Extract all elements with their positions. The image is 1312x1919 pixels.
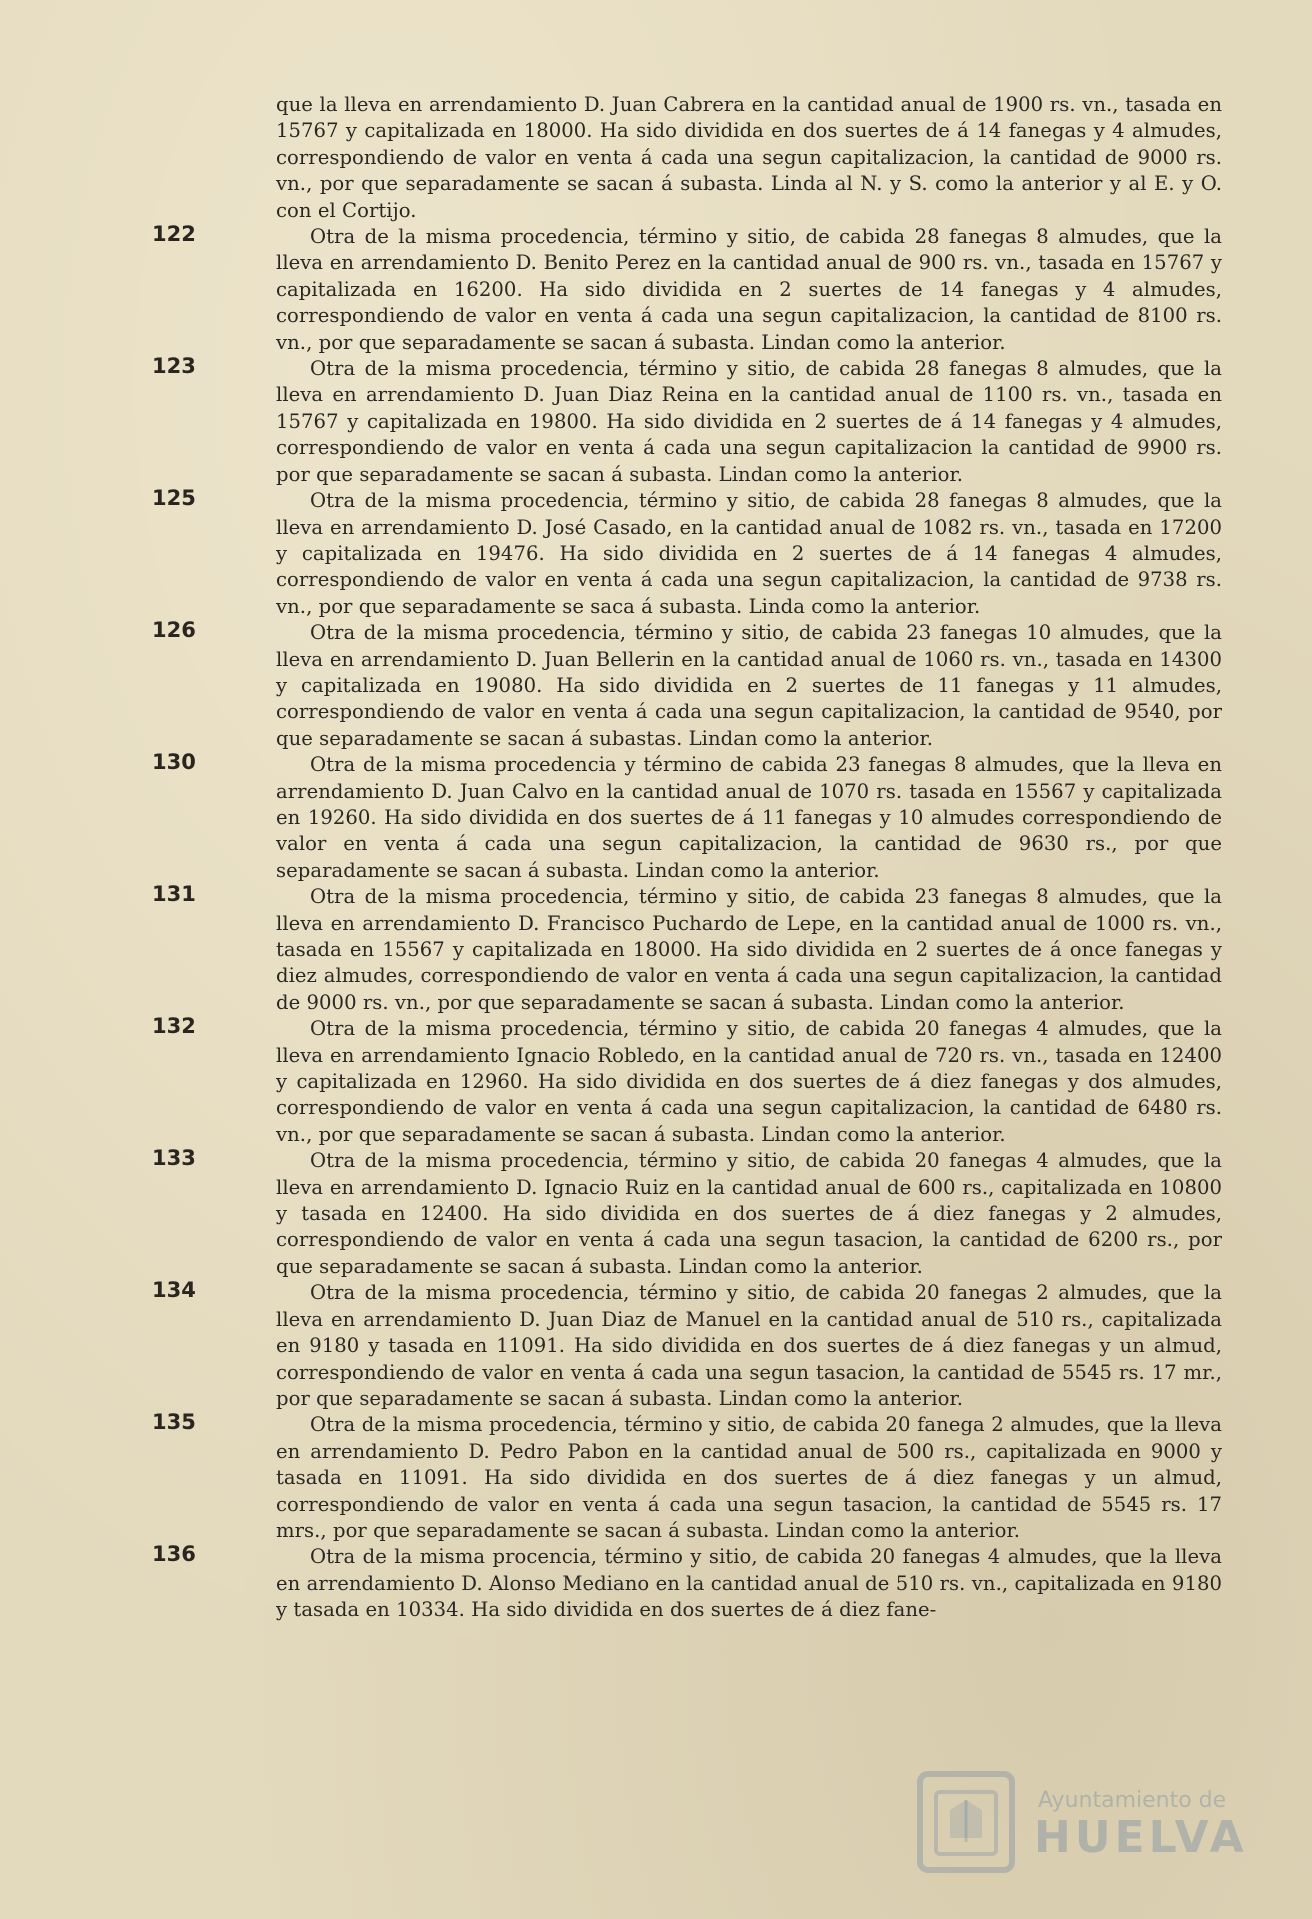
entry-number: 123	[152, 354, 196, 379]
entry-number: 125	[152, 486, 196, 511]
entry-126	[152, 618, 1222, 752]
entry-text: que la lleva en arrendamiento D. Juan Cabrera en la cantidad anual de 1900 rs. vn., tasada en 15767 y capitalizada en 18000. Ha sido dividida en dos suertes de á 14 fanegas y 4 almudes, correspondiendo de valor en venta á cada una segun capitalizacion, la cantidad de 9000 rs. vn., por que separadamente se sacan á subasta. Linda al N. y S. como la anterior y al E. y O. con el Cortijo.	[276, 93, 1222, 222]
entry-text: Otra de la misma procedencia, término y sitio, de cabida 20 fanegas 4 almudes, que la lleva en arrendamiento Ignacio Robledo, en la cantidad anual de 720 rs. vn., tasada en 12400 y capitalizada en 12960. Ha sido dividida en dos suertes de á diez fanegas y dos almudes, correspondiendo de valor en venta á cada una segun capitalizacion, la cantidad de 6480 rs. vn., por que separadamente se sacan á subasta. Lindan como la anterior.	[276, 1017, 1222, 1146]
watermark-stamp	[906, 1760, 1248, 1880]
entry-number: 133	[152, 1146, 196, 1171]
entry-125	[152, 486, 1222, 620]
entry-text: Otra de la misma procedencia, término y sitio, de cabida 20 fanega 2 almudes, que la lleva en arrendamiento D. Pedro Pabon en la cantidad anual de 500 rs., capitalizada en 9000 y tasada en 11091. Ha sido dividida en dos suertes de á diez fanegas y un almud, correspondiendo de valor en venta á cada una segun tasacion, la cantidad de 5545 rs. 17 mrs., por que separadamente se sacan á subasta. Lindan como la anterior.	[276, 1413, 1222, 1542]
entry-122	[152, 222, 1222, 356]
entry-text: Otra de la misma procedencia, término y sitio, de cabida 28 fanegas 8 almudes, que la lleva en arrendamiento D. Juan Diaz Reina en la cantidad anual de 1100 rs. vn., tasada en 15767 y capitalizada en 19800. Ha sido dividida en 2 suertes de á 14 fanegas y 4 almudes, correspondiendo de valor en venta á cada una segun capitalizacion la cantidad de 9900 rs. por que separadamente se sacan á subasta. Lindan como la anterior.	[276, 357, 1222, 486]
entry-continuation	[276, 92, 1222, 224]
entry-number: 122	[152, 222, 196, 247]
entry-number: 136	[152, 1542, 196, 1567]
entry-123	[152, 354, 1222, 488]
entry-131	[152, 882, 1222, 1016]
watermark-line-1: Ayuntamiento de	[1038, 1788, 1227, 1813]
entry-text: Otra de la misma procedencia, término y sitio, de cabida 20 fanegas 4 almudes, que la lleva en arrendamiento D. Ignacio Ruiz en la cantidad anual de 600 rs., capitalizada en 10800 y tasada en 12400. Ha sido dividida en dos suertes de á diez fanegas y 2 almudes, correspondiendo de valor en venta á cada una segun tasacion, la cantidad de 6200 rs., por que separadamente se sacan á subasta. Lindan como la anterior.	[276, 1149, 1222, 1278]
entry-number: 132	[152, 1014, 196, 1039]
entry-text: Otra de la misma procedencia, término y sitio, de cabida 28 fanegas 8 almudes, que la lleva en arrendamiento D. Benito Perez en la cantidad anual de 900 rs. vn., tasada en 15767 y capitalizada en 16200. Ha sido dividida en 2 suertes de 14 fanegas y 4 almudes, correspondiendo de valor en venta á cada una segun capitalizacion, la cantidad de 8100 rs. vn., por que separadamente se sacan á subasta. Lindan como la anterior.	[276, 225, 1222, 354]
entry-number: 130	[152, 750, 196, 775]
entry-132	[152, 1014, 1222, 1148]
entry-134	[152, 1278, 1222, 1412]
entry-number: 134	[152, 1278, 196, 1303]
city-shield-icon	[906, 1760, 1026, 1880]
entry-text: Otra de la misma procencia, término y sitio, de cabida 20 fanegas 4 almudes, que la lleva en arrendamiento D. Alonso Mediano en la cantidad anual de 510 rs. vn., capitalizada en 9180 y tasada en 10334. Ha sido dividida en dos suertes de á diez fane-	[276, 1545, 1222, 1622]
entry-text: Otra de la misma procedencia, término y sitio, de cabida 20 fanegas 2 almudes, que la lleva en arrendamiento D. Juan Diaz de Manuel en la cantidad anual de 510 rs., capitalizada en 9180 y tasada en 11091. Ha sido dividida en dos suertes de á diez fanegas y un almud, correspondiendo de valor en venta á cada una segun tasacion, la cantidad de 5545 rs. 17 mr., por que separadamente se sacan á subasta. Lindan como la anterior.	[276, 1281, 1222, 1410]
entry-130	[152, 750, 1222, 884]
entry-number: 126	[152, 618, 196, 643]
entry-133	[152, 1146, 1222, 1280]
entry-136	[152, 1542, 1222, 1623]
entry-135	[152, 1410, 1222, 1544]
watermark-line-2: HUELVA	[1034, 1812, 1248, 1863]
entry-text: Otra de la misma procedencia, término y sitio, de cabida 23 fanegas 8 almudes, que la lleva en arrendamiento D. Francisco Puchardo de Lepe, en la cantidad anual de 1000 rs. vn., tasada en 15567 y capitalizada en 18000. Ha sido dividida en 2 suertes de á once fanegas y diez almudes, correspondiendo de valor en venta á cada una segun capitalizacion, la cantidad de 9000 rs. vn., por que separadamente se sacan á subasta. Lindan como la anterior.	[276, 885, 1222, 1014]
entry-text: Otra de la misma procedencia, término y sitio, de cabida 23 fanegas 10 almudes, que la lleva en arrendamiento D. Juan Bellerin en la cantidad anual de 1060 rs. vn., tasada en 14300 y capitalizada en 19080. Ha sido dividida en 2 suertes de 11 fanegas y 11 almudes, correspondiendo de valor en venta á cada una segun capitalizacion, la cantidad de 9540, por que separadamente se sacan á subastas. Lindan como la anterior.	[276, 621, 1222, 750]
text-column	[152, 92, 1222, 1792]
entry-number: 131	[152, 882, 196, 907]
entry-text: Otra de la misma procedencia y término de cabida 23 fanegas 8 almudes, que la lleva en arrendamiento D. Juan Calvo en la cantidad anual de 1070 rs. tasada en 15567 y capitalizada en 19260. Ha sido dividida en dos suertes de á 11 fanegas y 10 almudes correspondiendo de valor en venta á cada una segun capitalizacion, la cantidad de 9630 rs., por que separadamente se sacan á subasta. Lindan como la anterior.	[276, 753, 1222, 882]
entry-number: 135	[152, 1410, 196, 1435]
entry-text: Otra de la misma procedencia, término y sitio, de cabida 28 fanegas 8 almudes, que la lleva en arrendamiento D. José Casado, en la cantidad anual de 1082 rs. vn., tasada en 17200 y capitalizada en 19476. Ha sido dividida en 2 suertes de á 14 fanegas 4 almudes, correspondiendo de valor en venta á cada una segun capitalizacion, la cantidad de 9738 rs. vn., por que separadamente se saca á subasta. Linda como la anterior.	[276, 489, 1222, 618]
